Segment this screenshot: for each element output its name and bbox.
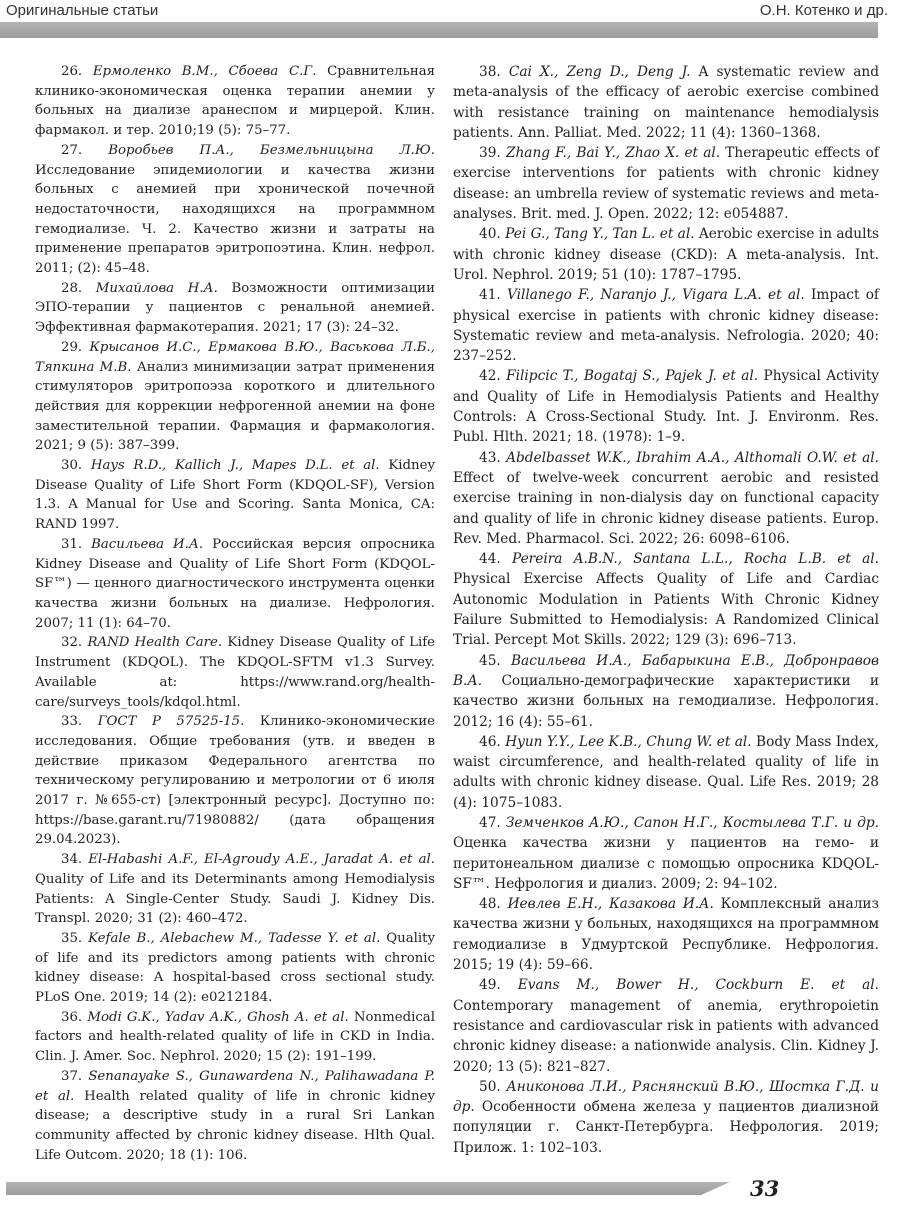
reference-number: 39. <box>479 145 501 162</box>
reference-text: Kidney Disease Quality of Life Instrument (KDQOL). The KDQOL-SFTM v1.3 Survey. Available at: https://www.rand.org/health-care/surveys_tools/kdqol.html. <box>35 635 436 710</box>
reference-authors: Иевлев Е.Н., Казакова И.А. <box>507 896 714 913</box>
reference-item <box>453 224 879 285</box>
reference-text: Physical Activity and Quality of Life in Hemodialysis Patients and Healthy Controls: A Cross-Sectional Study. Int. J. Environm. Res. Publ. Hlth. 2021; 18. (1978): 1–9. <box>453 368 879 446</box>
reference-authors: Воробьев П.А., Безмельницына Л.Ю. <box>108 142 435 158</box>
reference-number: 46. <box>479 733 501 750</box>
reference-number: 27. <box>61 142 83 158</box>
reference-item <box>453 651 879 732</box>
reference-item <box>453 813 879 894</box>
reference-item <box>35 929 435 1008</box>
reference-item <box>35 850 435 929</box>
reference-number: 28. <box>61 280 83 296</box>
page-number: 33 <box>750 1176 780 1201</box>
reference-authors: Земченков А.Ю., Сапон Н.Г., Костылева Т.Г. и др. <box>505 814 879 831</box>
reference-item <box>453 448 879 549</box>
reference-authors: Villanego F., Naranjo J., Vigara L.A. et al. <box>507 287 805 304</box>
reference-number: 38. <box>479 64 501 80</box>
reference-text: Impact of physical exercise in patients with chronic kidney disease: Systematic review and meta-analysis. Nefrologia. 2020; 40: 237–252. <box>453 287 879 365</box>
reference-authors: Senanayake S., Gunawardena N., Palihawadana P. et al. <box>35 1068 435 1104</box>
reference-text: Health related quality of life in chronic kidney disease; a descriptive study in a rural Sri Lankan community affected by chronic kidney disease. Hlth Qual. Life Outcom. 2020; 18 (1): 106. <box>35 1088 435 1163</box>
reference-authors: Modi G.K., Yadav A.K., Ghosh A. et al. <box>87 1009 349 1025</box>
reference-text: Aerobic exercise in adults with chronic kidney disease (CKD): A meta-analysis. Int. Urol. Nephrol. 2019; 51 (10): 1787–1795. <box>453 226 880 283</box>
reference-number: 42. <box>479 368 501 385</box>
reference-text: A systematic review and meta-analysis of the efficacy of aerobic exercise combined with resistance training on maintenance hemodialysis patients. Ann. Palliat. Med. 2022; 11 (4): 1360–1368. <box>453 64 879 141</box>
reference-authors: Михайлова Н.А. <box>95 280 218 296</box>
reference-authors: Evans M., Bower H., Cockburn E. et al. <box>517 977 879 994</box>
reference-item <box>453 143 879 224</box>
reference-authors: Крысанов И.С., Ермакова В.Ю., Васькова Л.Б., Тяпкина М.В. <box>35 339 435 375</box>
reference-number: 45. <box>479 652 501 669</box>
reference-authors: Васильева И.А., Бабарыкина Е.В., Добронравов В.А. <box>453 652 879 689</box>
reference-text: Kidney Disease Quality of Life Short Form (KDQOL-SF), Version 1.3. A Manual for Use and Scoring. Santa Monica, CA: RAND 1997. <box>35 458 436 533</box>
reference-authors: Pereira A.B.N., Santana L.L., Rocha L.B. et al. <box>511 551 879 568</box>
footer-bar <box>6 1182 730 1195</box>
reference-authors: RAND Health Care. <box>87 635 223 651</box>
reference-text: Effect of twelve-week concurrent aerobic and resisted exercise training in non-dialysis day on functional capacity and quality of life in chronic kidney disease patients. Europ. Rev. Med. Pharmacol. Sci. 2022; 26: 6098–6106. <box>453 469 879 547</box>
reference-text: Анализ минимизации затрат применения стимуляторов эритропоэза короткого и длительного действия для коррекции нефрогенной анемии на фоне заместительной терапии. Фармация и фармакология. 2021; 9 (5): 387–399. <box>35 359 435 454</box>
reference-item <box>35 712 435 850</box>
reference-authors: Hays R.D., Kallich J., Mapes D.L. et al. <box>90 458 380 474</box>
reference-number: 29. <box>61 339 83 355</box>
reference-number: 47. <box>479 814 501 831</box>
reference-number: 30. <box>61 458 83 474</box>
reference-authors: Ермоленко В.М., Сбоева С.Г. <box>92 64 317 79</box>
reference-authors: Cai X., Zeng D., Deng J. <box>508 64 691 80</box>
reference-authors: Васильева И.А. <box>91 536 204 552</box>
reference-text: Physical Exercise Affects Quality of Life and Cardiac Autonomic Modulation in Patients With Chronic Kidney Failure Submitted to Hemodialysis: A Randomized Clinical Trial. Percept Mot Skills. 2022; 129 (3): 696–713. <box>453 571 879 649</box>
reference-text: Социально-демографические характеристики и качество жизни больных на гемодиализе. Нефрология. 2012; 16 (4): 55–61. <box>453 672 879 730</box>
reference-text: Quality of Life and its Determinants among Hemodialysis Patients: A Single-Center Study. Saudi J. Kidney Dis. Transpl. 2020; 31 (2): 460–472. <box>35 871 435 927</box>
reference-text: Возможности оптимизации ЭПО-терапии у пациентов с ренальной анемией. Эффективная фармакотерапия. 2021; 17 (3): 24–32. <box>35 280 436 336</box>
reference-item <box>453 732 879 813</box>
reference-text: Исследование эпидемиологии и качества жизни больных с анемией при хронической почечной недостаточности, находящихся на программном гемодиализе. Ч. 2. Качество жизни и затраты на применение препаратов эритропоэтина. Клин. нефрол. 2011; (2): 45–48. <box>35 162 435 277</box>
reference-number: 37. <box>61 1068 83 1084</box>
reference-number: 34. <box>61 852 83 868</box>
reference-item <box>35 1067 435 1166</box>
reference-item <box>35 279 435 338</box>
reference-number: 31. <box>61 536 83 552</box>
reference-text: Оценка качества жизни у пациентов на гемо- и перитонеальном диализе с помощью опросника KDQOL-SF™. Нефрология и диализ. 2009; 2: 94–102. <box>453 835 879 892</box>
running-header-section: Оригинальные статьи <box>6 2 159 19</box>
reference-number: 50. <box>479 1078 501 1095</box>
reference-item <box>35 633 435 712</box>
reference-text: Клинико-экономические исследования. Общие требования (утв. и введен в действие приказом Федерального агентства по техническому регулированию и метрологии от 6 июля 2017 г. №655-ст) [электронный ресурс]. Доступно по: https://base.garant.ru/71980882/ (дата обращения 29.04.2023). <box>35 714 435 848</box>
reference-text: Сравнительная клинико-экономическая оценка терапии анемии у больных на диализе аранеспом и мирцерой. Клин. фармакол. и тер. 2010;19 (5): 75–77. <box>35 64 436 139</box>
references-left-column <box>35 62 435 1165</box>
reference-item <box>453 1077 879 1158</box>
reference-text: Комплексный анализ качества жизни у больных, находящихся на программном гемодиализе в Удмуртской Республике. Нефрология. 2015; 19 (4): 59–66. <box>453 896 880 974</box>
reference-number: 48. <box>479 896 501 913</box>
reference-authors: Kefale B., Alebachew M., Tadesse Y. et al. <box>88 930 381 946</box>
reference-item <box>35 338 435 456</box>
reference-authors: Filipcic T., Bogataj S., Pajek J. et al. <box>506 368 759 385</box>
reference-text: Contemporary management of anemia, erythropoietin resistance and cardiovascular risk in patients with advanced chronic kidney disease: a nationwide analysis. Clin. Kidney J. 2020; 13 (5): 821–827. <box>453 997 879 1075</box>
reference-item <box>35 62 435 141</box>
reference-item <box>35 1008 435 1067</box>
reference-authors: Аниконова Л.И., Ряснянский В.Ю., Шостка Г.Д. и др. <box>453 1078 879 1116</box>
reference-number: 26. <box>61 64 83 79</box>
reference-item <box>453 62 879 143</box>
reference-authors: Hyun Y.Y., Lee K.B., Chung W. et al. <box>505 733 752 750</box>
reference-authors: El-Habashi A.F., El-Agroudy A.E., Jaradat A. et al. <box>88 852 435 868</box>
reference-text: Российская версия опросника Kidney Disease and Quality of Life Short Form (KDQOL-SF™) — ценного диагностического инструмента оценки качества жизни больных на диализе. Нефрология. 2007; 11 (1): 64–70. <box>35 536 435 631</box>
reference-authors: Zhang F., Bai Y., Zhao X. et al. <box>505 145 721 162</box>
reference-authors: Pei G., Tang Y., Tan L. et al. <box>505 226 695 243</box>
reference-item <box>453 894 879 975</box>
reference-authors: ГОСТ Р 57525-15. <box>97 714 245 730</box>
references-right-column <box>453 62 879 1158</box>
reference-text: Quality of life and its predictors among patients with chronic kidney disease: A hospital-based cross sectional study. PLoS One. 2019; 14 (2): e0212184. <box>35 930 435 1006</box>
reference-number: 44. <box>479 551 501 568</box>
reference-item <box>35 535 435 634</box>
reference-text: Therapeutic effects of exercise interventions for patients with chronic kidney disease: an umbrella review of systematic reviews and meta-analyses. Brit. med. J. Open. 2022; 12: e054887. <box>453 145 879 223</box>
reference-number: 33. <box>61 714 83 730</box>
running-header-authors: О.Н. Котенко и др. <box>759 2 888 19</box>
reference-item <box>453 366 879 447</box>
reference-authors: Abdelbasset W.K., Ibrahim A.A., Althomali O.W. et al. <box>506 449 879 466</box>
reference-text: Body Mass Index, waist circumference, and health-related quality of life in adults with chronic kidney disease. Qual. Life Res. 2019; 28 (4): 1075–1083. <box>453 733 880 811</box>
reference-number: 49. <box>479 977 501 994</box>
reference-item <box>453 975 879 1076</box>
reference-number: 35. <box>61 930 83 946</box>
reference-text: Особенности обмена железа у пациентов диализной популяции г. Санкт-Петербурга. Нефрология. 2019; Прилож. 1: 102–103. <box>453 1099 879 1156</box>
reference-item <box>35 456 435 535</box>
header-bar <box>0 22 878 38</box>
reference-number: 41. <box>479 287 501 304</box>
reference-item <box>35 141 435 279</box>
reference-item <box>453 549 879 650</box>
reference-number: 40. <box>479 226 501 243</box>
reference-item <box>453 285 879 366</box>
reference-number: 43. <box>479 449 501 466</box>
reference-number: 36. <box>61 1009 83 1025</box>
reference-text: Nonmedical factors and health-related quality of life in CKD in India. Clin. J. Amer. Soc. Nephrol. 2020; 15 (2): 191–199. <box>35 1009 435 1065</box>
reference-number: 32. <box>61 635 83 651</box>
